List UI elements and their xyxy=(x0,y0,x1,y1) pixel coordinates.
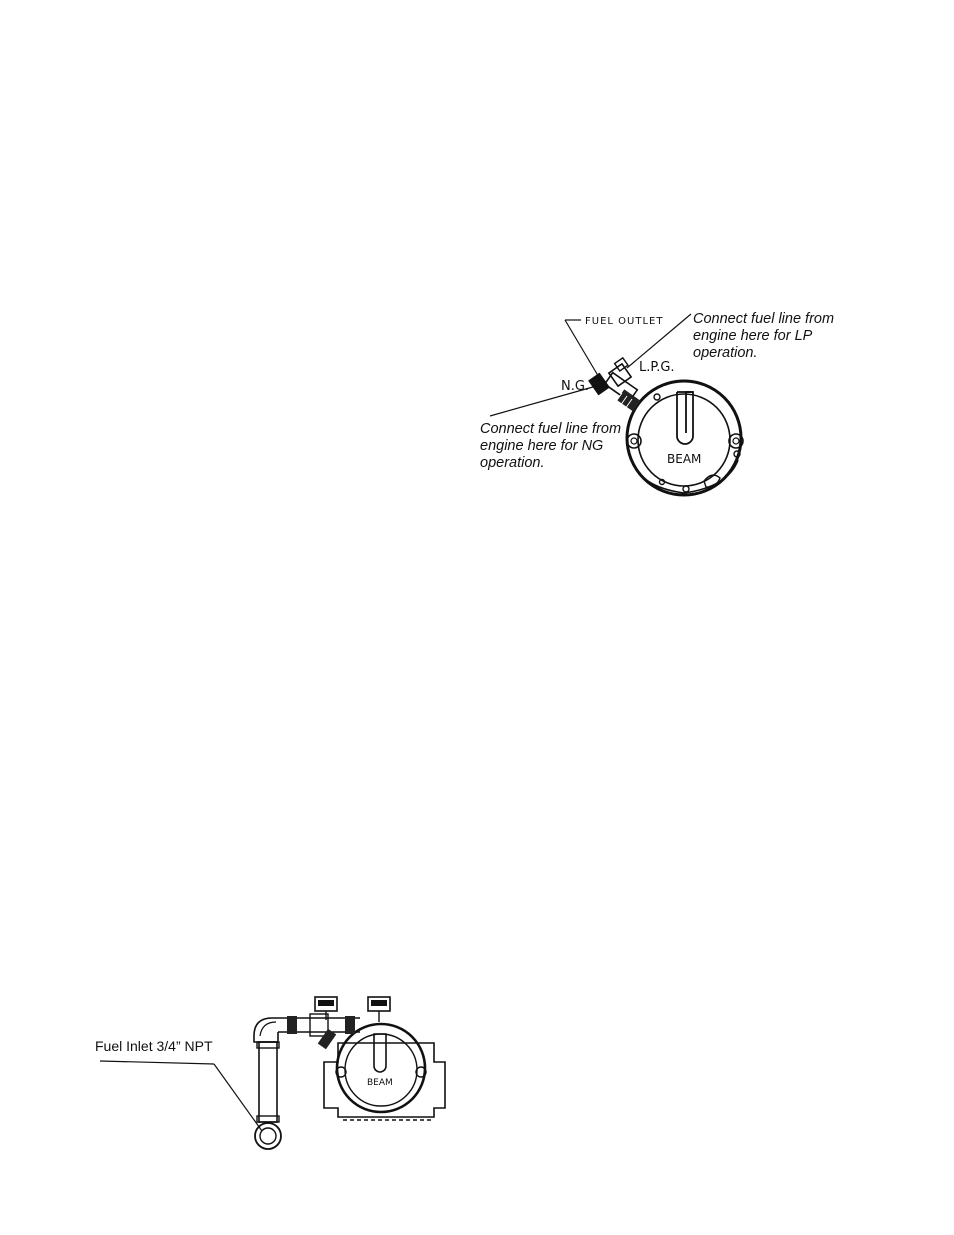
fuel-inlet-opening-inner xyxy=(260,1128,276,1144)
regulator-screw-top xyxy=(654,394,660,400)
gauge-left-face xyxy=(318,1000,334,1006)
lp-note-line-1: Connect fuel line from xyxy=(693,311,835,327)
regulator-bottom-inner xyxy=(345,1034,417,1106)
regulator-top-view xyxy=(627,381,743,495)
ng-note-leader xyxy=(490,385,600,416)
regulator-assembly-bottom xyxy=(254,997,445,1149)
gauge-right-face xyxy=(371,1000,387,1006)
fuel-inlet-leader xyxy=(214,1064,262,1131)
fuel-inlet-callout xyxy=(95,1038,262,1131)
beam-label-bottom: BEAM xyxy=(367,1078,393,1088)
fuel-outlet-leader xyxy=(565,320,600,379)
pipe-elbow-inner xyxy=(260,1022,276,1036)
ng-note-line-1: Connect fuel line from xyxy=(480,421,622,437)
regulator-lug-right-inner xyxy=(733,438,739,444)
ng-note-callout xyxy=(480,385,621,471)
regulator-screw-bottom xyxy=(683,486,689,492)
coupling-right xyxy=(345,1016,355,1034)
regulator-lug-left-inner xyxy=(631,438,637,444)
regulator-inner-ring xyxy=(638,394,730,486)
beam-label-top: BEAM xyxy=(667,452,702,466)
fuel-inlet-leader-h xyxy=(100,1061,214,1064)
lpg-label: L.P.G. xyxy=(639,360,675,375)
union-fitting xyxy=(287,1016,297,1034)
fuel-inlet-label: Fuel Inlet 3/4” NPT xyxy=(95,1038,213,1054)
vertical-pipe-cap-top xyxy=(257,1042,279,1048)
vertical-pipe xyxy=(259,1042,277,1122)
ng-note-line-3: operation. xyxy=(480,455,545,471)
regulator-bottom-outer xyxy=(337,1024,425,1112)
ng-label: N.G. xyxy=(561,379,590,394)
vertical-pipe-cap-bottom xyxy=(257,1116,279,1122)
lp-note-line-2: engine here for LP xyxy=(693,328,813,344)
ng-fitting xyxy=(588,373,610,396)
regulator-bottom-lever xyxy=(374,1034,386,1072)
fuel-outlet-label: FUEL OUTLET xyxy=(585,316,664,327)
lp-note-line-3: operation. xyxy=(693,345,758,361)
ng-note-line-2: engine here for NG xyxy=(480,438,604,454)
outlet-fittings-top xyxy=(588,358,641,412)
regulator-lever xyxy=(677,392,693,444)
regulator-lug-left xyxy=(627,434,641,448)
